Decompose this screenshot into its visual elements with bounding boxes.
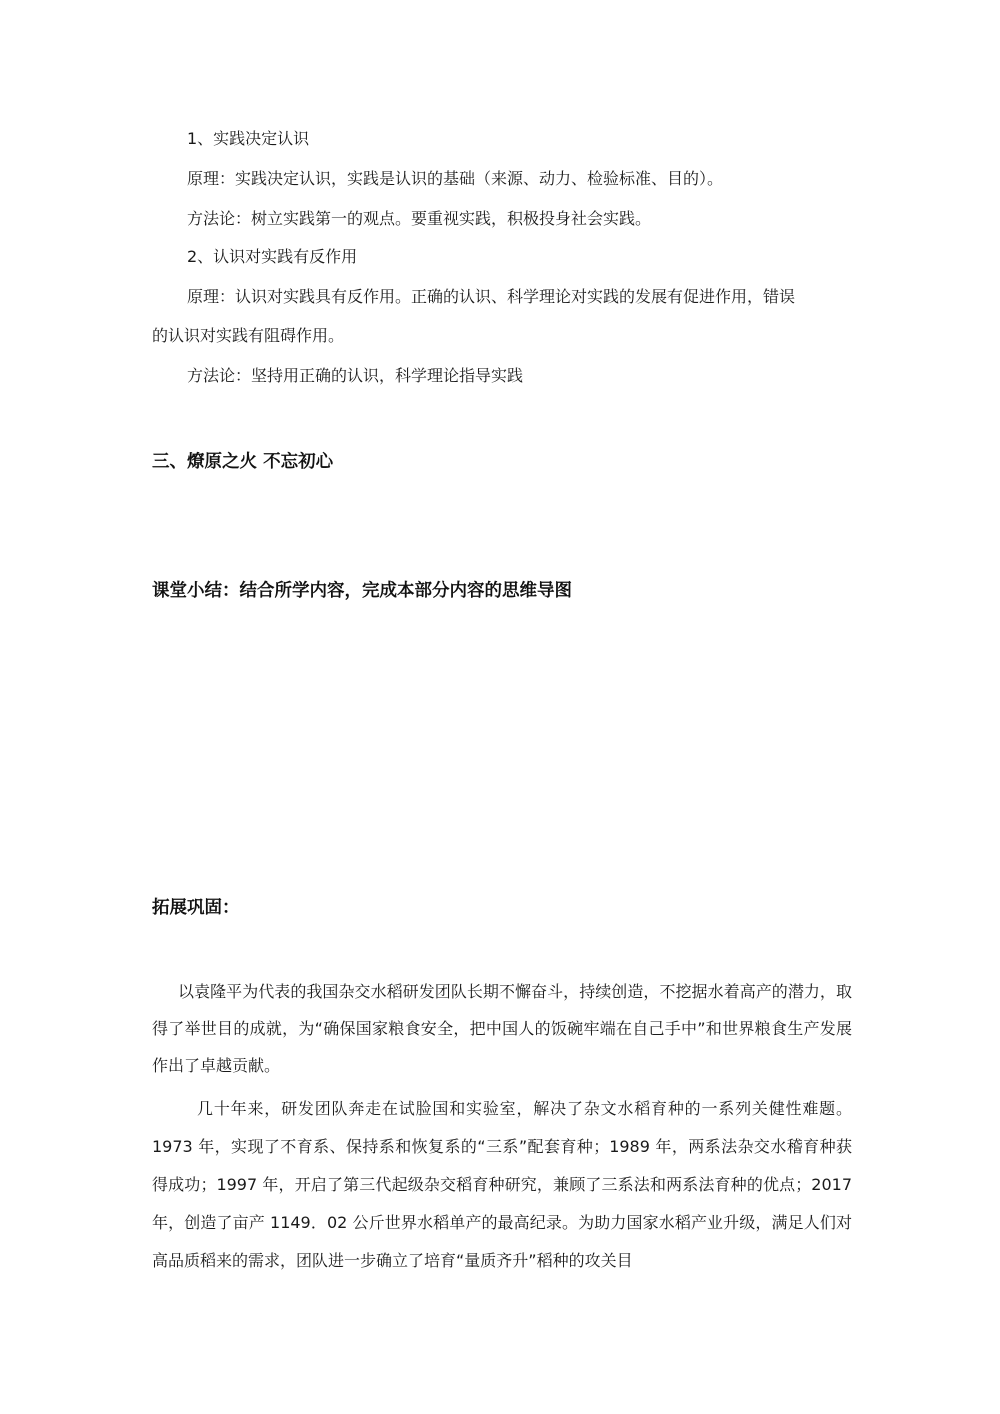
class-summary-heading: 课堂小结：结合所学内容，完成本部分内容的思维导图 [152, 581, 572, 601]
item2-principle-line2: 的认识对实践有阻碍作用。 [152, 326, 345, 345]
item2-principle-line1: 原理：认识对实践具有反作用。正确的认识、科学理论对实践的发展有促进作用，错误 [187, 287, 796, 306]
item2-methodology: 方法论：坚持用正确的认识，科学理论指导实践 [187, 366, 524, 385]
item2-title: 2、认识对实践有反作用 [187, 247, 358, 266]
extension-paragraph-2: 几十年来，研发团队奔走在试脸国和实验室，解决了杂文水稻育种的一系列关健性难题。1973 年，实现了不育系、保持系和恢复系的“三系”配套育种；1989 年，两系法杂交水稽育种获得成功；1997 年，开启了第三代起级杂交稻育种研究，兼顾了三系法和两系法育种的优点；2017 年，创造了亩产 1149．02 公斤世界水稻单产的最高纪录。为助力国家水稻产业升级，满足人们对高品质稻来的需求，团队进一步确立了培育“量质齐升”稻种的攻关目 [152, 1099, 852, 1270]
extension-paragraph-1: 以袁隆平为代表的我国杂交水稻研发团队长期不懈奋斗，持续创造，不挖据水着高产的潜力，取得了举世目的成就，为“确保国家粮食安全，把中国人的饭碗牢端在自己手中”和世界粮食生产发展作出了卓越贡献。 [152, 982, 852, 1075]
item1-methodology: 方法论：树立实践第一的观点。要重视实践，积极投身社会实践。 [187, 209, 652, 228]
item1-title: 1、实践决定认识 [187, 129, 310, 148]
extension-heading: 拓展巩固： [152, 898, 240, 918]
section-three-heading: 三、燎原之火 不忘初心 [152, 452, 334, 472]
item1-principle: 原理：实践决定认识，实践是认识的基础（来源、动力、检验标准、目的）。 [187, 169, 724, 188]
